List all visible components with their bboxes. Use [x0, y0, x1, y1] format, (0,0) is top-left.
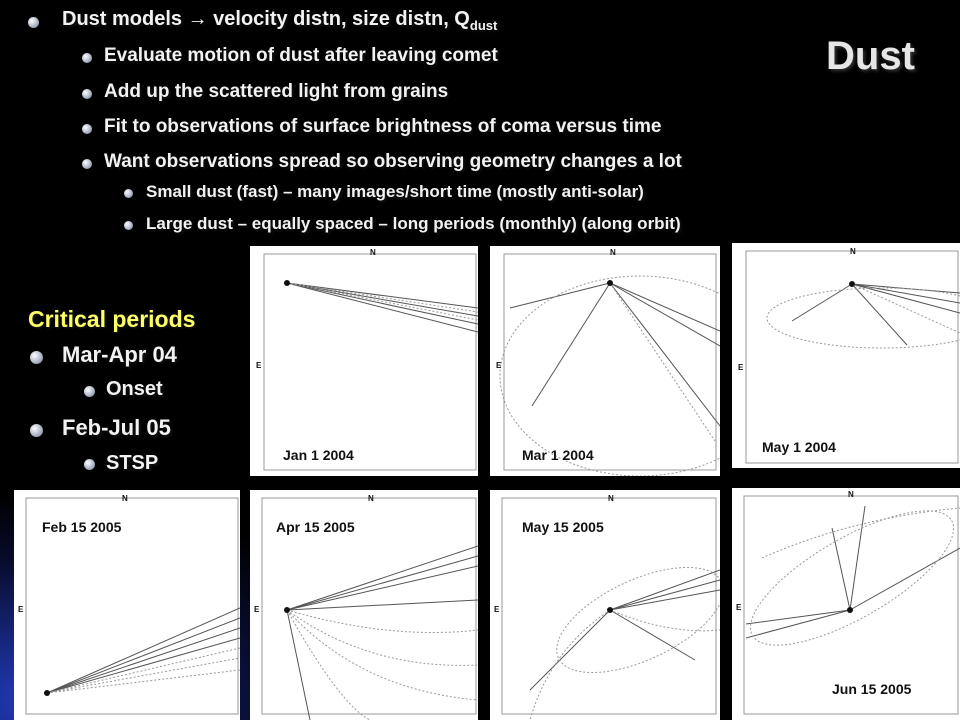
- plot-panel-feb-2005: [14, 490, 240, 720]
- compass-east-label: E: [494, 605, 500, 614]
- compass-east-label: E: [736, 603, 742, 612]
- bullet-dot: [30, 351, 43, 364]
- panel-date-label: Jun 15 2005: [832, 681, 912, 697]
- bullet-dot: [124, 189, 133, 198]
- critical-item-mar-apr: Mar-Apr 04: [62, 342, 177, 367]
- geometry-plot: [732, 243, 960, 468]
- critical-item-onset: Onset: [106, 378, 163, 400]
- plot-panel-apr-2005: [250, 490, 478, 720]
- bullet-dot: [124, 221, 133, 230]
- bullet-dot: [84, 386, 95, 397]
- bullet-dot: [82, 124, 92, 134]
- plot-panel-jan-2004: [250, 246, 478, 476]
- compass-north-label: N: [370, 248, 376, 257]
- compass-north-label: N: [848, 490, 854, 499]
- bullet-1-sub: dust: [469, 18, 498, 33]
- bullet-dot: [84, 459, 95, 470]
- compass-north-label: N: [610, 248, 616, 257]
- panel-date-label: May 15 2005: [522, 519, 604, 535]
- critical-periods-heading: Critical periods: [28, 306, 196, 332]
- plot-panel-jun-2005: [732, 488, 960, 720]
- bullet-3: Add up the scattered light from grains: [104, 81, 449, 102]
- panel-date-label: Jan 1 2004: [283, 447, 354, 463]
- compass-north-label: N: [608, 494, 614, 503]
- bullet-1: [62, 8, 497, 33]
- bullet-dot: [82, 159, 92, 169]
- bullet-7: Large dust – equally spaced – long periods (monthly) (along orbit): [146, 214, 681, 233]
- bullet-dot: [30, 424, 43, 437]
- compass-north-label: N: [850, 247, 856, 256]
- bullet-1-text-a: Dust models: [62, 8, 188, 30]
- panel-date-label: Apr 15 2005: [276, 519, 355, 535]
- compass-east-label: E: [496, 361, 502, 370]
- critical-item-feb-jul: Feb-Jul 05: [62, 415, 171, 440]
- compass-east-label: E: [18, 605, 24, 614]
- bullet-dot: [82, 53, 92, 63]
- compass-east-label: E: [738, 363, 744, 372]
- bullet-6: Small dust (fast) – many images/short time (mostly anti-solar): [146, 182, 644, 201]
- plot-panel-may-2004: [732, 243, 960, 468]
- panel-date-label: May 1 2004: [762, 439, 836, 455]
- critical-item-stsp: STSP: [106, 452, 159, 474]
- bullet-5: Want observations spread so observing geometry changes a lot: [104, 151, 682, 172]
- arrow-icon: →: [187, 8, 208, 30]
- plot-panel-may-2005: [490, 490, 720, 720]
- compass-east-label: E: [254, 605, 260, 614]
- bullet-dot: [28, 17, 39, 28]
- geometry-plot: [490, 246, 720, 476]
- panel-date-label: Feb 15 2005: [42, 519, 122, 535]
- bullet-1-text-b: velocity distn, size distn, Q: [207, 8, 470, 30]
- compass-north-label: N: [122, 494, 128, 503]
- bullet-dot: [82, 89, 92, 99]
- compass-east-label: E: [256, 361, 262, 370]
- compass-north-label: N: [368, 494, 374, 503]
- plot-panel-mar-2004: [490, 246, 720, 476]
- bullet-4: Fit to observations of surface brightness of coma versus time: [104, 116, 662, 137]
- bullet-2: Evaluate motion of dust after leaving comet: [104, 45, 498, 66]
- geometry-plot: [250, 246, 478, 476]
- panel-date-label: Mar 1 2004: [522, 447, 594, 463]
- slide-title: Dust: [826, 34, 915, 78]
